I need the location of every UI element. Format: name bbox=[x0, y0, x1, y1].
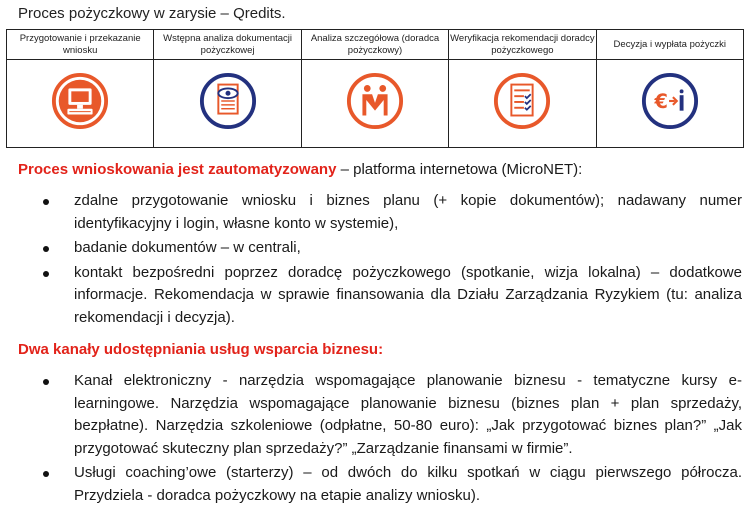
step-icon-cell bbox=[301, 60, 448, 148]
list-item-text: Kanał elektroniczny - narzędzia wspomagające planowanie biznesu - tematyczne kursy e-learningowe. Narzędzia wspomagające planowanie biznesu (biznes plan + plan sprzedaży, bezpłatne). Narzędzia szkoleniowe (odpłatne, 50-80 euro): „Jak przygotować biznes plan?” „Jak przygotować skuteczny plan sprzedaży?” „Zarządzanie finansami w firmie”. bbox=[74, 372, 742, 457]
list-item bbox=[0, 237, 742, 260]
step-label: Analiza szczegółowa (doradca pożyczkowy) bbox=[301, 30, 448, 60]
process-steps-table bbox=[6, 29, 744, 148]
section-heading: Proces wnioskowania jest zautomatyzowany bbox=[18, 161, 337, 178]
automation-bullet-list bbox=[0, 190, 742, 329]
bullet-icon bbox=[43, 199, 49, 205]
bullet-icon bbox=[43, 471, 49, 477]
list-item-text: badanie dokumentów – w centrali, bbox=[74, 239, 301, 256]
document-eye-icon bbox=[199, 72, 257, 130]
section-heading-rest: – platforma internetowa (MicroNET): bbox=[336, 161, 583, 178]
euro-payout-icon bbox=[641, 72, 699, 130]
step-label: Przygotowanie i przekazanie wniosku bbox=[7, 30, 154, 60]
page-title: Proces pożyczkowy w zarysie – Qredits. bbox=[18, 5, 286, 22]
bullet-icon bbox=[43, 379, 49, 385]
step-label: Weryfikacja rekomendacji doradcy pożyczkowego bbox=[449, 30, 596, 60]
section-heading-channels: Dwa kanały udostępniania usług wsparcia biznesu: bbox=[18, 341, 384, 358]
section-intro-automation bbox=[18, 159, 582, 181]
channels-bullet-list bbox=[0, 370, 742, 507]
svg-text:€: € bbox=[654, 89, 668, 113]
step-icon-cell bbox=[596, 60, 743, 148]
step-icon-cell bbox=[154, 60, 301, 148]
computer-icon bbox=[51, 72, 109, 130]
list-item-text: kontakt bezpośredni poprzez doradcę pożyczkowego (spotkanie, wizja lokalna) – dodatkowe informacje. Rekomendacja w sprawie finansowania dla Działu Zarządzania Ryzykiem (tu: analiza rekomendacji i decyzja). bbox=[74, 263, 742, 326]
step-label: Decyzja i wypłata pożyczki bbox=[596, 30, 743, 60]
bullet-icon bbox=[43, 246, 49, 252]
list-item bbox=[0, 190, 742, 235]
list-item bbox=[0, 462, 742, 507]
list-item bbox=[0, 370, 742, 460]
bullet-icon bbox=[43, 271, 49, 277]
list-item-text: zdalne przygotowanie wniosku i biznes planu (+ kopie dokumentów); nadawany numer identyfikacyjny i login, własne konto w systemie), bbox=[74, 192, 742, 232]
list-item-text: Usługi coaching’owe (starterzy) – od dwóch do kilku spotkań w ciągu pierwszego półrocza. Przydziela - doradca pożyczkowy na etapie analizy wniosku). bbox=[74, 464, 742, 504]
two-people-icon bbox=[346, 72, 404, 130]
step-icon-cell bbox=[449, 60, 596, 148]
step-icon-cell bbox=[7, 60, 154, 148]
checklist-icon bbox=[493, 72, 551, 130]
list-item bbox=[0, 262, 742, 330]
step-label: Wstępna analiza dokumentacji pożyczkowej bbox=[154, 30, 301, 60]
